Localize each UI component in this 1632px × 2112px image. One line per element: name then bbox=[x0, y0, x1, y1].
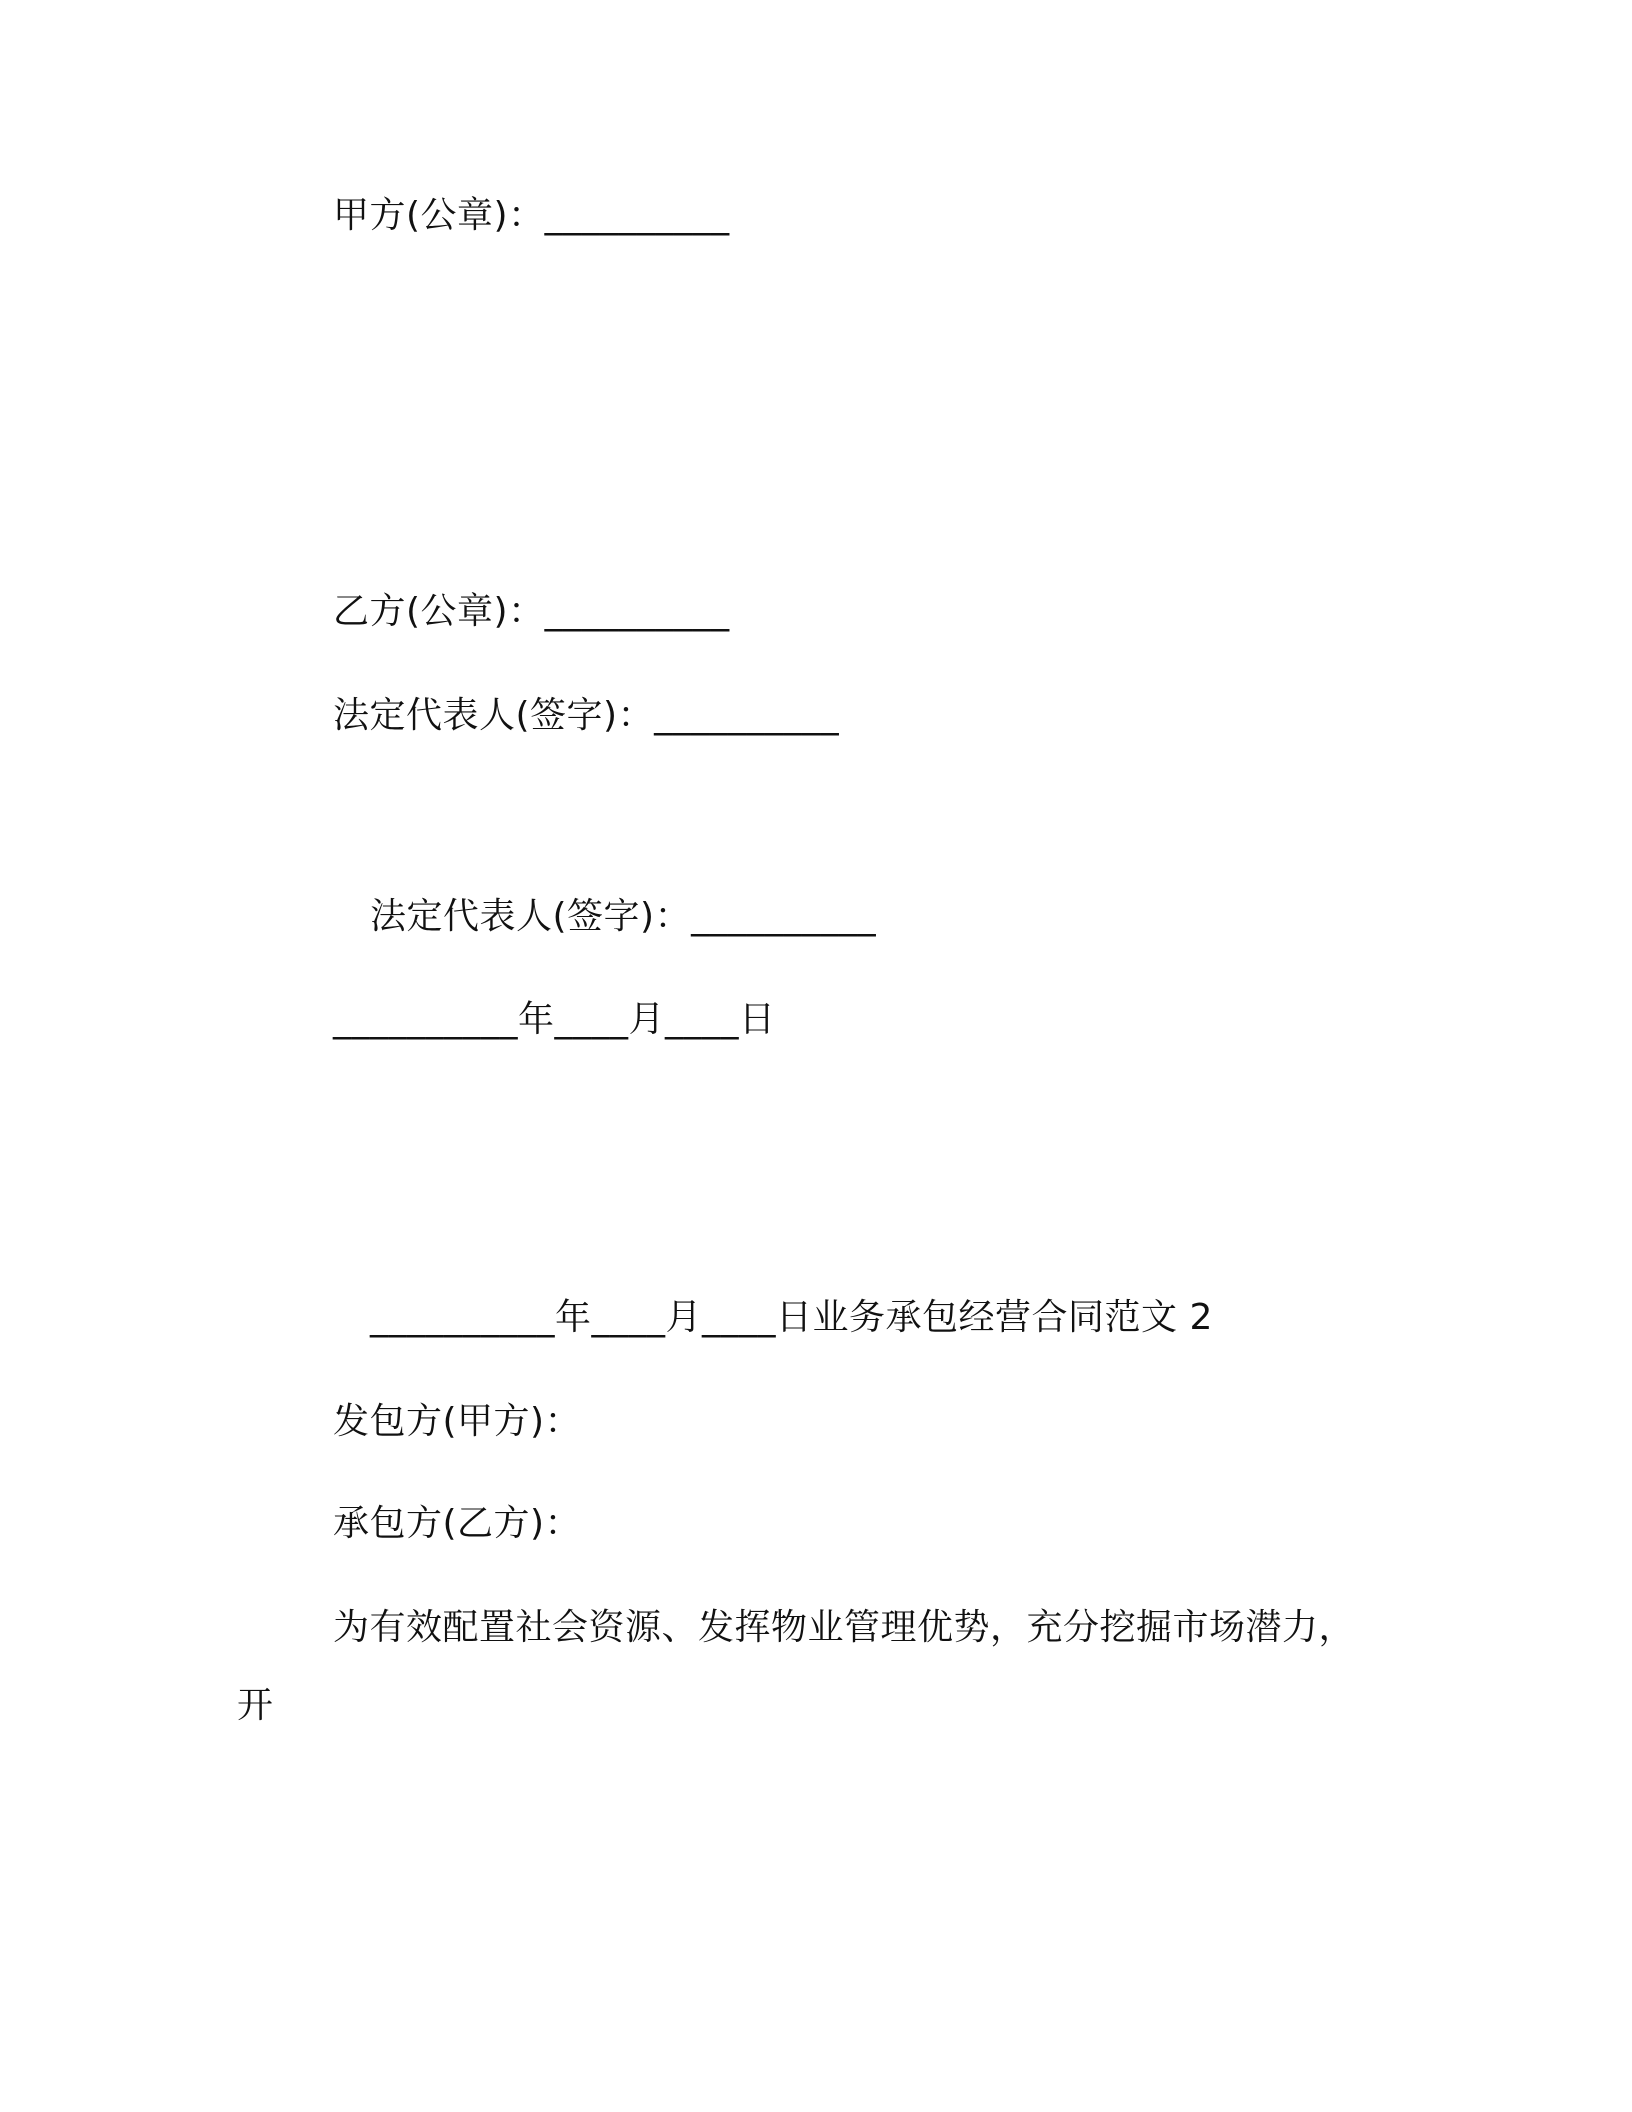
body-paragraph: 为有效配置社会资源、发挥物业管理优势，充分挖掘市场潜力， bbox=[333, 1607, 1356, 1648]
contracting-party-b-line: 承包方(乙方)： bbox=[333, 1503, 582, 1544]
body-paragraph-continuation: 开 bbox=[237, 1685, 274, 1726]
legal-representative-line-2: 法定代表人(签字)：__________ bbox=[370, 896, 877, 937]
party-b-seal-line: 乙方(公章)：__________ bbox=[333, 591, 730, 632]
contracting-party-a-line: 发包方(甲方)： bbox=[333, 1401, 582, 1442]
party-a-seal-line: 甲方(公章)：__________ bbox=[333, 195, 730, 236]
section-title: __________年____月____日业务承包经营合同范文 2 bbox=[370, 1297, 1213, 1338]
legal-representative-line: 法定代表人(签字)：__________ bbox=[333, 695, 840, 736]
signing-date-line: __________年____月____日 bbox=[333, 999, 776, 1040]
